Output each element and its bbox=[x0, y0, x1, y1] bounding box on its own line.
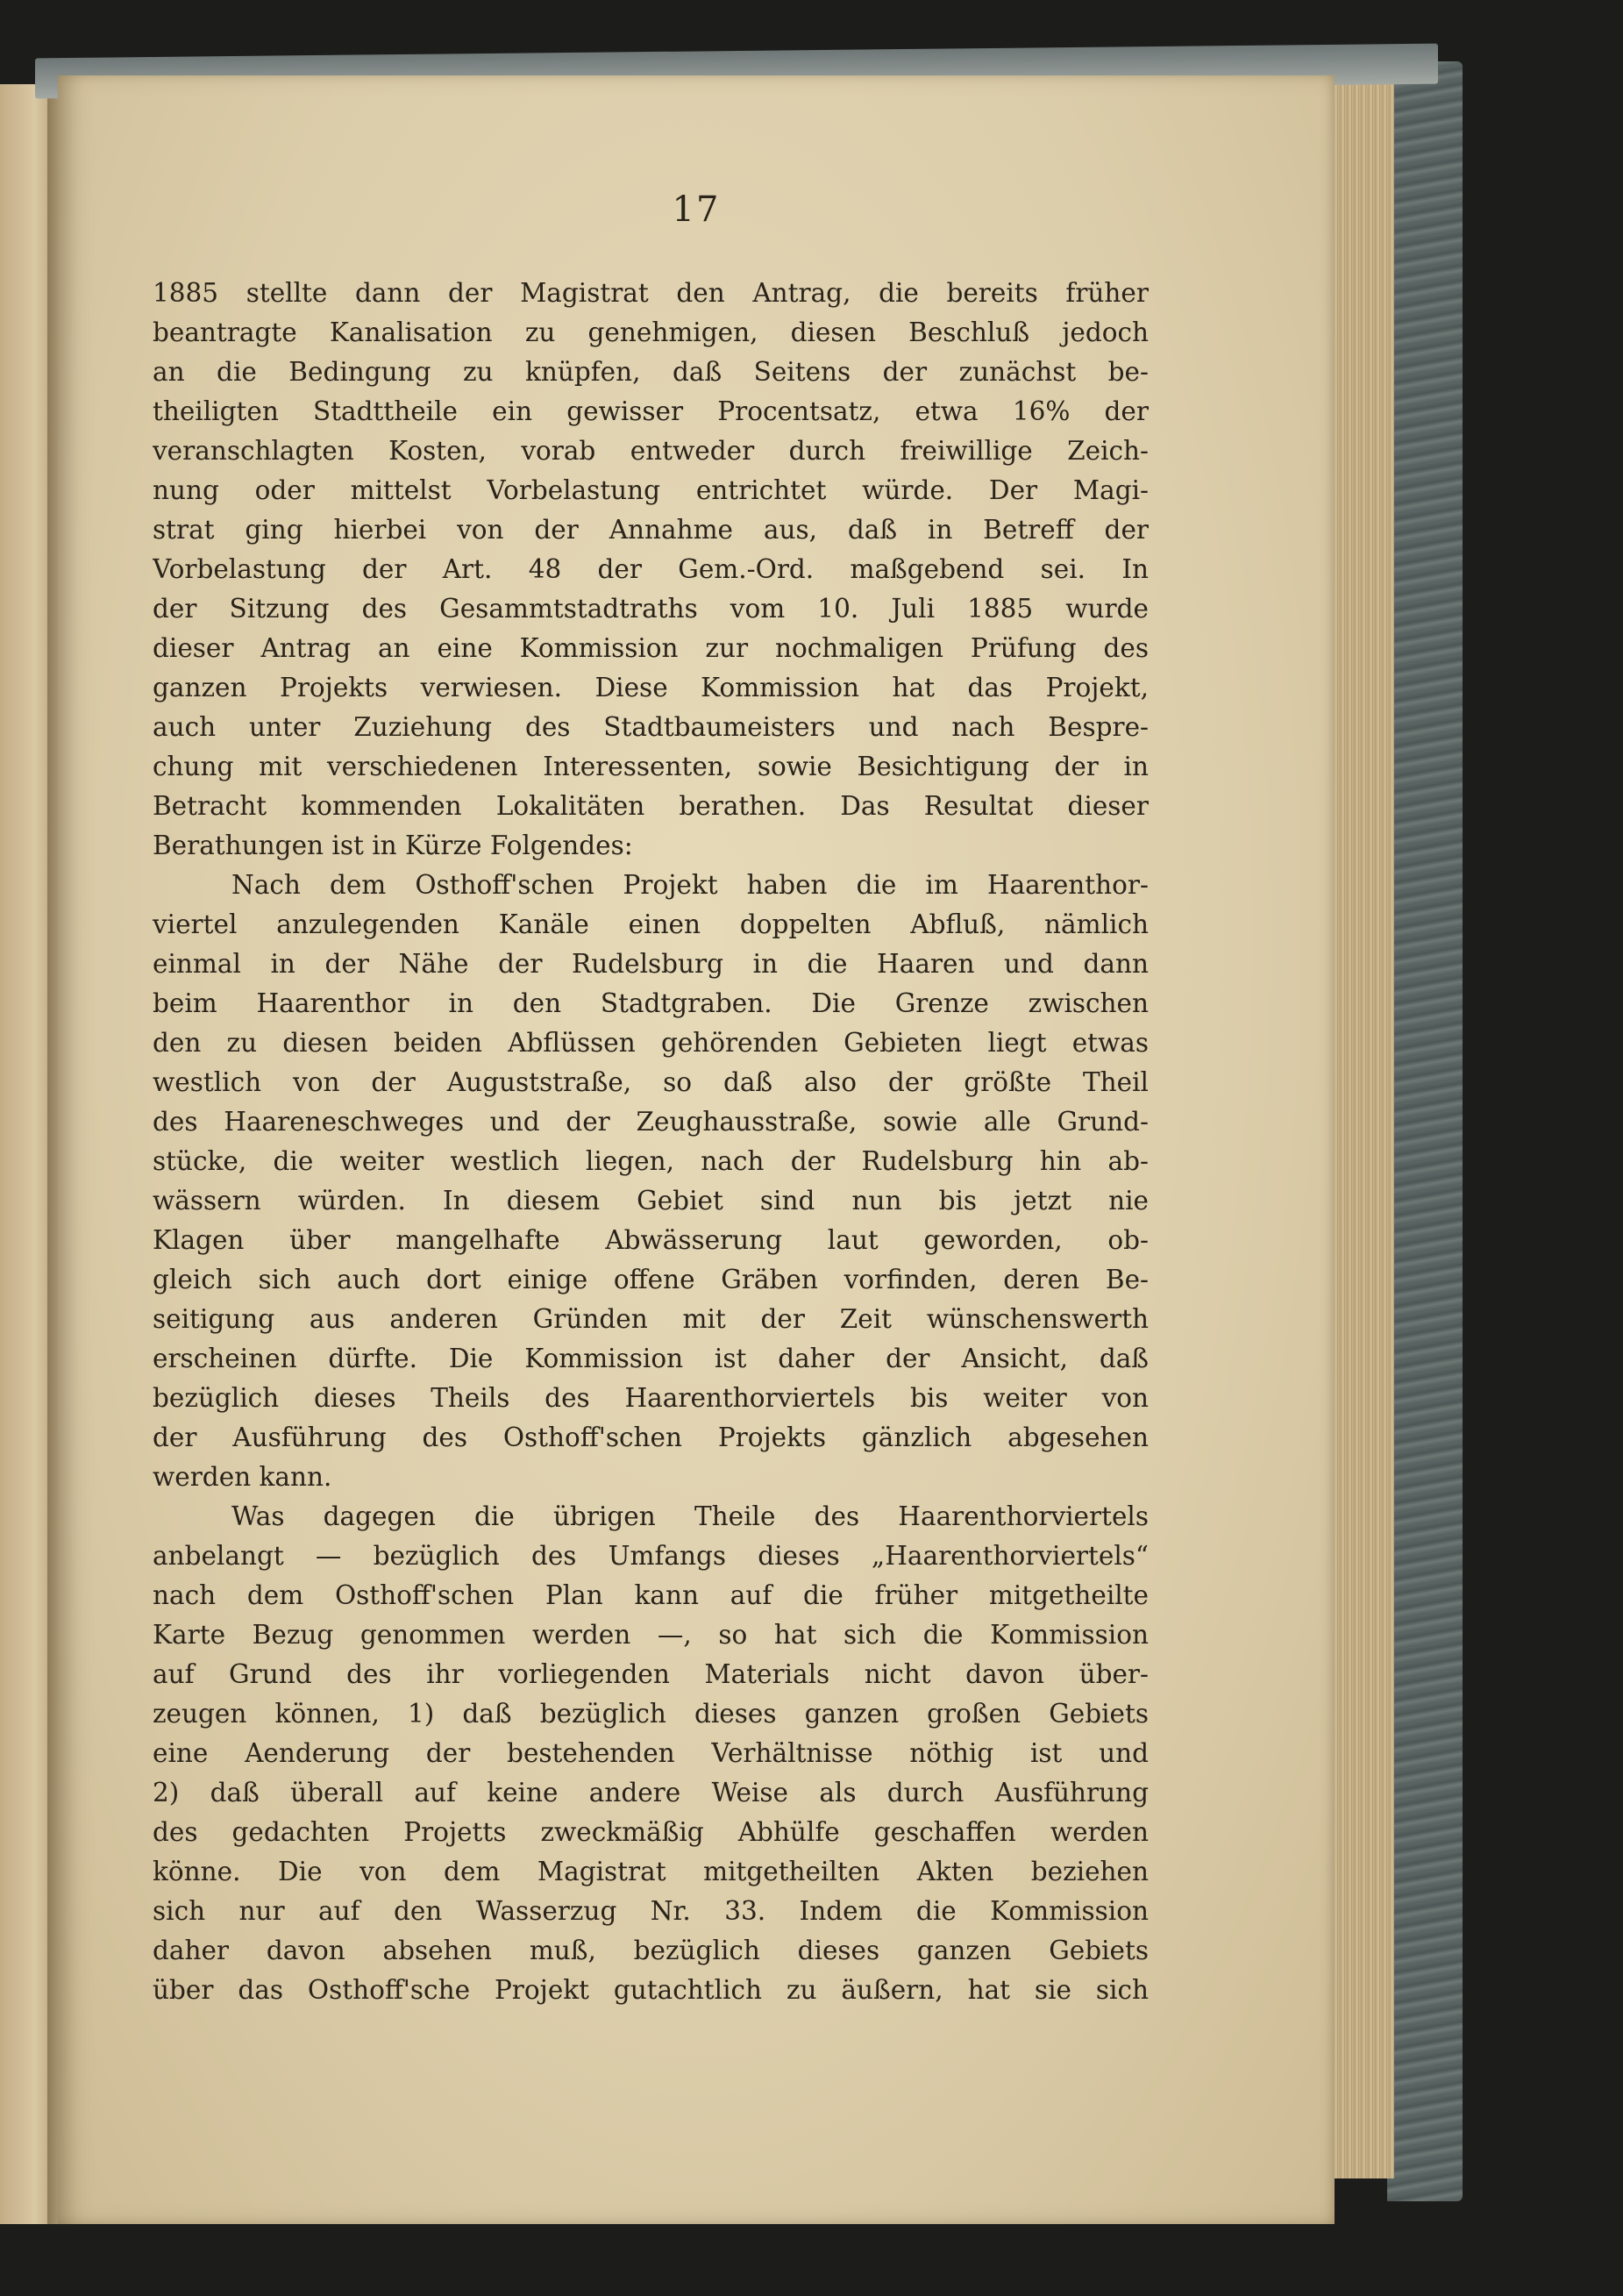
text-line: stücke, die weiter westlich liegen, nach der Rudelsburg hin ab- bbox=[153, 1146, 1149, 1176]
text-line: daher davon absehen muß, bezüglich dieses ganzen Gebiets bbox=[153, 1936, 1149, 1965]
text-line: bezüglich dieses Theils des Haarenthorviertels bis weiter von bbox=[153, 1383, 1149, 1413]
text-line: dieser Antrag an eine Kommission zur nochmaligen Prüfung des bbox=[153, 633, 1149, 663]
text-line: der Sitzung des Gesammtstadtraths vom 10. Juli 1885 wurde bbox=[153, 594, 1149, 624]
text-line: 2) daß überall auf keine andere Weise als durch Ausführung bbox=[153, 1778, 1149, 1808]
text-line: viertel anzulegenden Kanäle einen doppelten Abfluß, nämlich bbox=[153, 909, 1149, 939]
text-line: chung mit verschiedenen Interessenten, sowie Besichtigung der in bbox=[153, 752, 1149, 781]
book-cover-edge bbox=[1387, 61, 1463, 2201]
page-number: 17 bbox=[672, 189, 721, 230]
text-line: auch unter Zuziehung des Stadtbaumeisters und nach Bespre- bbox=[153, 712, 1149, 742]
text-line: einmal in der Nähe der Rudelsburg in die Haaren und dann bbox=[153, 949, 1149, 979]
text-line: Karte Bezug genommen werden —, so hat sich die Kommission bbox=[153, 1620, 1149, 1650]
text-line: westlich von der Auguststraße, so daß also der größte Theil bbox=[153, 1067, 1149, 1097]
text-line: sich nur auf den Wasserzug Nr. 33. Indem die Kommission bbox=[153, 1896, 1149, 1926]
text-line: anbelangt — bezüglich des Umfangs dieses „Haarenthorviertels“ bbox=[153, 1541, 1149, 1571]
text-line: des Haareneschweges und der Zeughausstraße, sowie alle Grund- bbox=[153, 1107, 1149, 1137]
text-line: theiligten Stadttheile ein gewisser Procentsatz, etwa 16% der bbox=[153, 396, 1149, 426]
text-line: der Ausführung des Osthoff'schen Projekts gänzlich abgesehen bbox=[153, 1423, 1149, 1452]
text-line: veranschlagten Kosten, vorab entweder durch freiwillige Zeich- bbox=[153, 436, 1149, 466]
text-line: ganzen Projekts verwiesen. Diese Kommission hat das Projekt, bbox=[153, 673, 1149, 702]
text-line: Berathungen ist in Kürze Folgendes: bbox=[153, 831, 633, 860]
text-line: eine Aenderung der bestehenden Verhältnisse nöthig ist und bbox=[153, 1738, 1149, 1768]
text-line: nung oder mittelst Vorbelastung entrichtet würde. Der Magi- bbox=[153, 475, 1149, 505]
text-line: strat ging hierbei von der Annahme aus, daß in Betreff der bbox=[153, 515, 1149, 545]
text-line: 1885 stellte dann der Magistrat den Antrag, die bereits früher bbox=[153, 278, 1149, 308]
text-line: erscheinen dürfte. Die Kommission ist daher der Ansicht, daß bbox=[153, 1344, 1149, 1373]
text-line: wässern würden. In diesem Gebiet sind nun bis jetzt nie bbox=[153, 1186, 1149, 1216]
page-body-text bbox=[153, 274, 1149, 2010]
text-line: den zu diesen beiden Abflüssen gehörenden Gebieten liegt etwas bbox=[153, 1028, 1149, 1058]
text-line: seitigung aus anderen Gründen mit der Zeit wünschenswerth bbox=[153, 1304, 1149, 1334]
text-line: werden kann. bbox=[153, 1462, 332, 1492]
text-line: über das Osthoff'sche Projekt gutachtlich zu äußern, hat sie sich bbox=[153, 1975, 1149, 2005]
page-stack-edges bbox=[1331, 74, 1394, 2178]
text-line: an die Bedingung zu knüpfen, daß Seitens der zunächst be- bbox=[153, 357, 1149, 387]
book-page bbox=[58, 75, 1335, 2224]
text-line: Klagen über mangelhafte Abwässerung laut geworden, ob- bbox=[153, 1225, 1149, 1255]
text-line: Betracht kommenden Lokalitäten berathen. Das Resultat dieser bbox=[153, 791, 1149, 821]
text-line: beantragte Kanalisation zu genehmigen, diesen Beschluß jedoch bbox=[153, 317, 1149, 347]
text-line: auf Grund des ihr vorliegenden Materials nicht davon über- bbox=[153, 1659, 1149, 1689]
text-line: Nach dem Osthoff'schen Projekt haben die im Haarenthor- bbox=[231, 870, 1149, 900]
text-line: des gedachten Projetts zweckmäßig Abhülfe geschaffen werden bbox=[153, 1817, 1149, 1847]
text-line: könne. Die von dem Magistrat mitgetheilten Akten beziehen bbox=[153, 1857, 1149, 1886]
text-line: gleich sich auch dort einige offene Gräben vorfinden, deren Be- bbox=[153, 1265, 1149, 1294]
text-line: zeugen können, 1) daß bezüglich dieses ganzen großen Gebiets bbox=[153, 1699, 1149, 1729]
text-line: Vorbelastung der Art. 48 der Gem.-Ord. maßgebend sei. In bbox=[153, 554, 1149, 584]
text-line: nach dem Osthoff'schen Plan kann auf die früher mitgetheilte bbox=[153, 1580, 1149, 1610]
text-line: Was dagegen die übrigen Theile des Haarenthorviertels bbox=[231, 1501, 1149, 1531]
text-line: beim Haarenthor in den Stadtgraben. Die Grenze zwischen bbox=[153, 988, 1149, 1018]
